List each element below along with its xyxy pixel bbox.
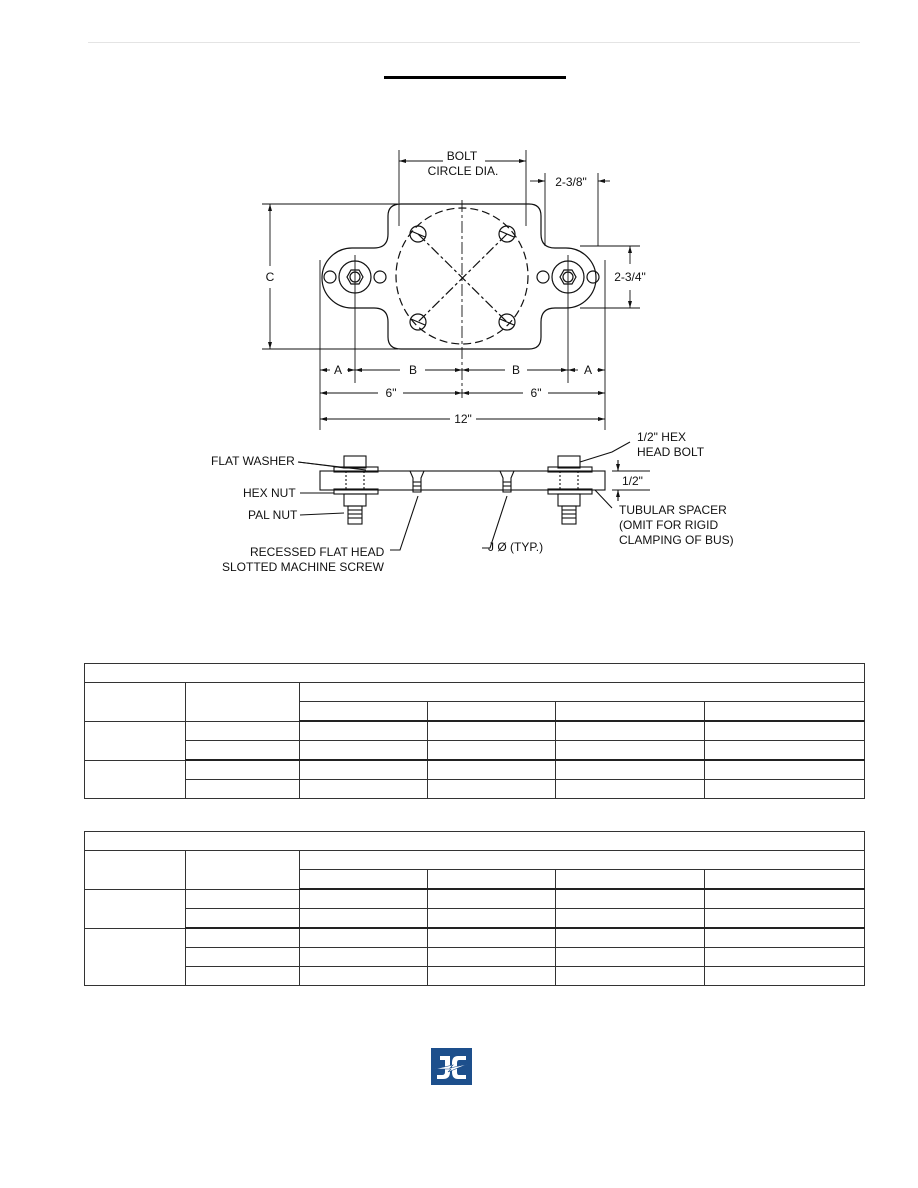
table-cell [300, 760, 428, 780]
table-cell [556, 909, 705, 929]
table-cell [300, 928, 428, 948]
table-cell [705, 948, 865, 967]
table-header-cell [428, 870, 556, 890]
label-hex-nut: HEX NUT [243, 486, 296, 500]
label-dim-b-left: B [408, 363, 418, 377]
table-cell [186, 889, 300, 909]
table-header-cell [300, 683, 865, 702]
label-flat-washer: FLAT WASHER [211, 454, 295, 468]
table-cell [300, 909, 428, 929]
table-cell [705, 721, 865, 741]
table-cell [705, 741, 865, 761]
table-cell [556, 928, 705, 948]
table-header-cell [556, 702, 705, 722]
label-dim-2-3-4: 2-3/4" [614, 270, 646, 284]
side-view [298, 442, 650, 550]
label-dim-half: 1/2" [622, 474, 643, 488]
table-cell [556, 889, 705, 909]
label-dim-a-left: A [333, 363, 343, 377]
table-cell [85, 889, 186, 928]
table-cell [428, 909, 556, 929]
table-cell [300, 948, 428, 967]
table-header-cell [85, 851, 186, 890]
label-dim-6-left: 6" [385, 386, 397, 400]
table-header-cell [428, 702, 556, 722]
table-cell [85, 721, 186, 760]
label-bolt: BOLT [446, 149, 478, 163]
table-cell [300, 967, 428, 986]
label-tubular-3: CLAMPING OF BUS) [619, 533, 734, 547]
label-pal-nut: PAL NUT [248, 508, 298, 522]
table-cell [85, 928, 186, 986]
spec-table-2 [84, 831, 865, 986]
label-dim-b-right: B [511, 363, 521, 377]
company-logo [431, 1048, 472, 1085]
table-header-cell [705, 870, 865, 890]
label-dim-2-3-8: 2-3/8" [555, 175, 587, 189]
table-cell [186, 909, 300, 929]
table-cell [300, 721, 428, 741]
table-title [85, 832, 865, 851]
table-cell [428, 760, 556, 780]
table-cell [300, 741, 428, 761]
label-tubular-1: TUBULAR SPACER [619, 503, 727, 517]
table-cell [556, 780, 705, 799]
table-cell [556, 721, 705, 741]
label-circle-dia: CIRCLE DIA. [427, 164, 499, 178]
table-header-cell [186, 851, 300, 890]
label-dim-6-right: 6" [530, 386, 542, 400]
table-cell [186, 741, 300, 761]
label-hex-bolt-2: HEAD BOLT [637, 445, 705, 459]
table-header-cell [186, 683, 300, 722]
table-cell [705, 928, 865, 948]
label-j-dia: J Ø (TYP.) [488, 540, 544, 554]
table-cell [300, 780, 428, 799]
table-cell [186, 967, 300, 986]
table-cell [186, 760, 300, 780]
label-dim-a-right: A [583, 363, 593, 377]
table-cell [428, 721, 556, 741]
table-cell [186, 721, 300, 741]
table-header-cell [85, 683, 186, 722]
table-cell [186, 928, 300, 948]
table-cell [705, 780, 865, 799]
label-hex-bolt-1: 1/2" HEX [637, 430, 686, 444]
table-cell [428, 780, 556, 799]
label-dim-c: C [265, 270, 275, 284]
spec-table-1 [84, 663, 865, 799]
label-dim-12: 12" [454, 412, 472, 426]
table-cell [428, 889, 556, 909]
table-header-cell [556, 870, 705, 890]
table-cell [556, 760, 705, 780]
label-screw-1: RECESSED FLAT HEAD [250, 545, 385, 559]
table-cell [186, 948, 300, 967]
label-tubular-2: (OMIT FOR RIGID [619, 518, 719, 532]
table-cell [705, 760, 865, 780]
table-cell [705, 909, 865, 929]
table-cell [705, 967, 865, 986]
table-cell [428, 928, 556, 948]
table-cell [556, 967, 705, 986]
table-cell [556, 741, 705, 761]
table-header-cell [300, 851, 865, 870]
label-screw-2: SLOTTED MACHINE SCREW [222, 560, 385, 574]
table-cell [428, 741, 556, 761]
table-header-cell [705, 702, 865, 722]
table-cell [428, 948, 556, 967]
table-cell [705, 889, 865, 909]
table-cell [556, 948, 705, 967]
table-cell [428, 967, 556, 986]
table-cell [186, 780, 300, 799]
table-cell [300, 889, 428, 909]
table-header-cell [300, 870, 428, 890]
table-title [85, 664, 865, 683]
table-cell [85, 760, 186, 799]
table-header-cell [300, 702, 428, 722]
